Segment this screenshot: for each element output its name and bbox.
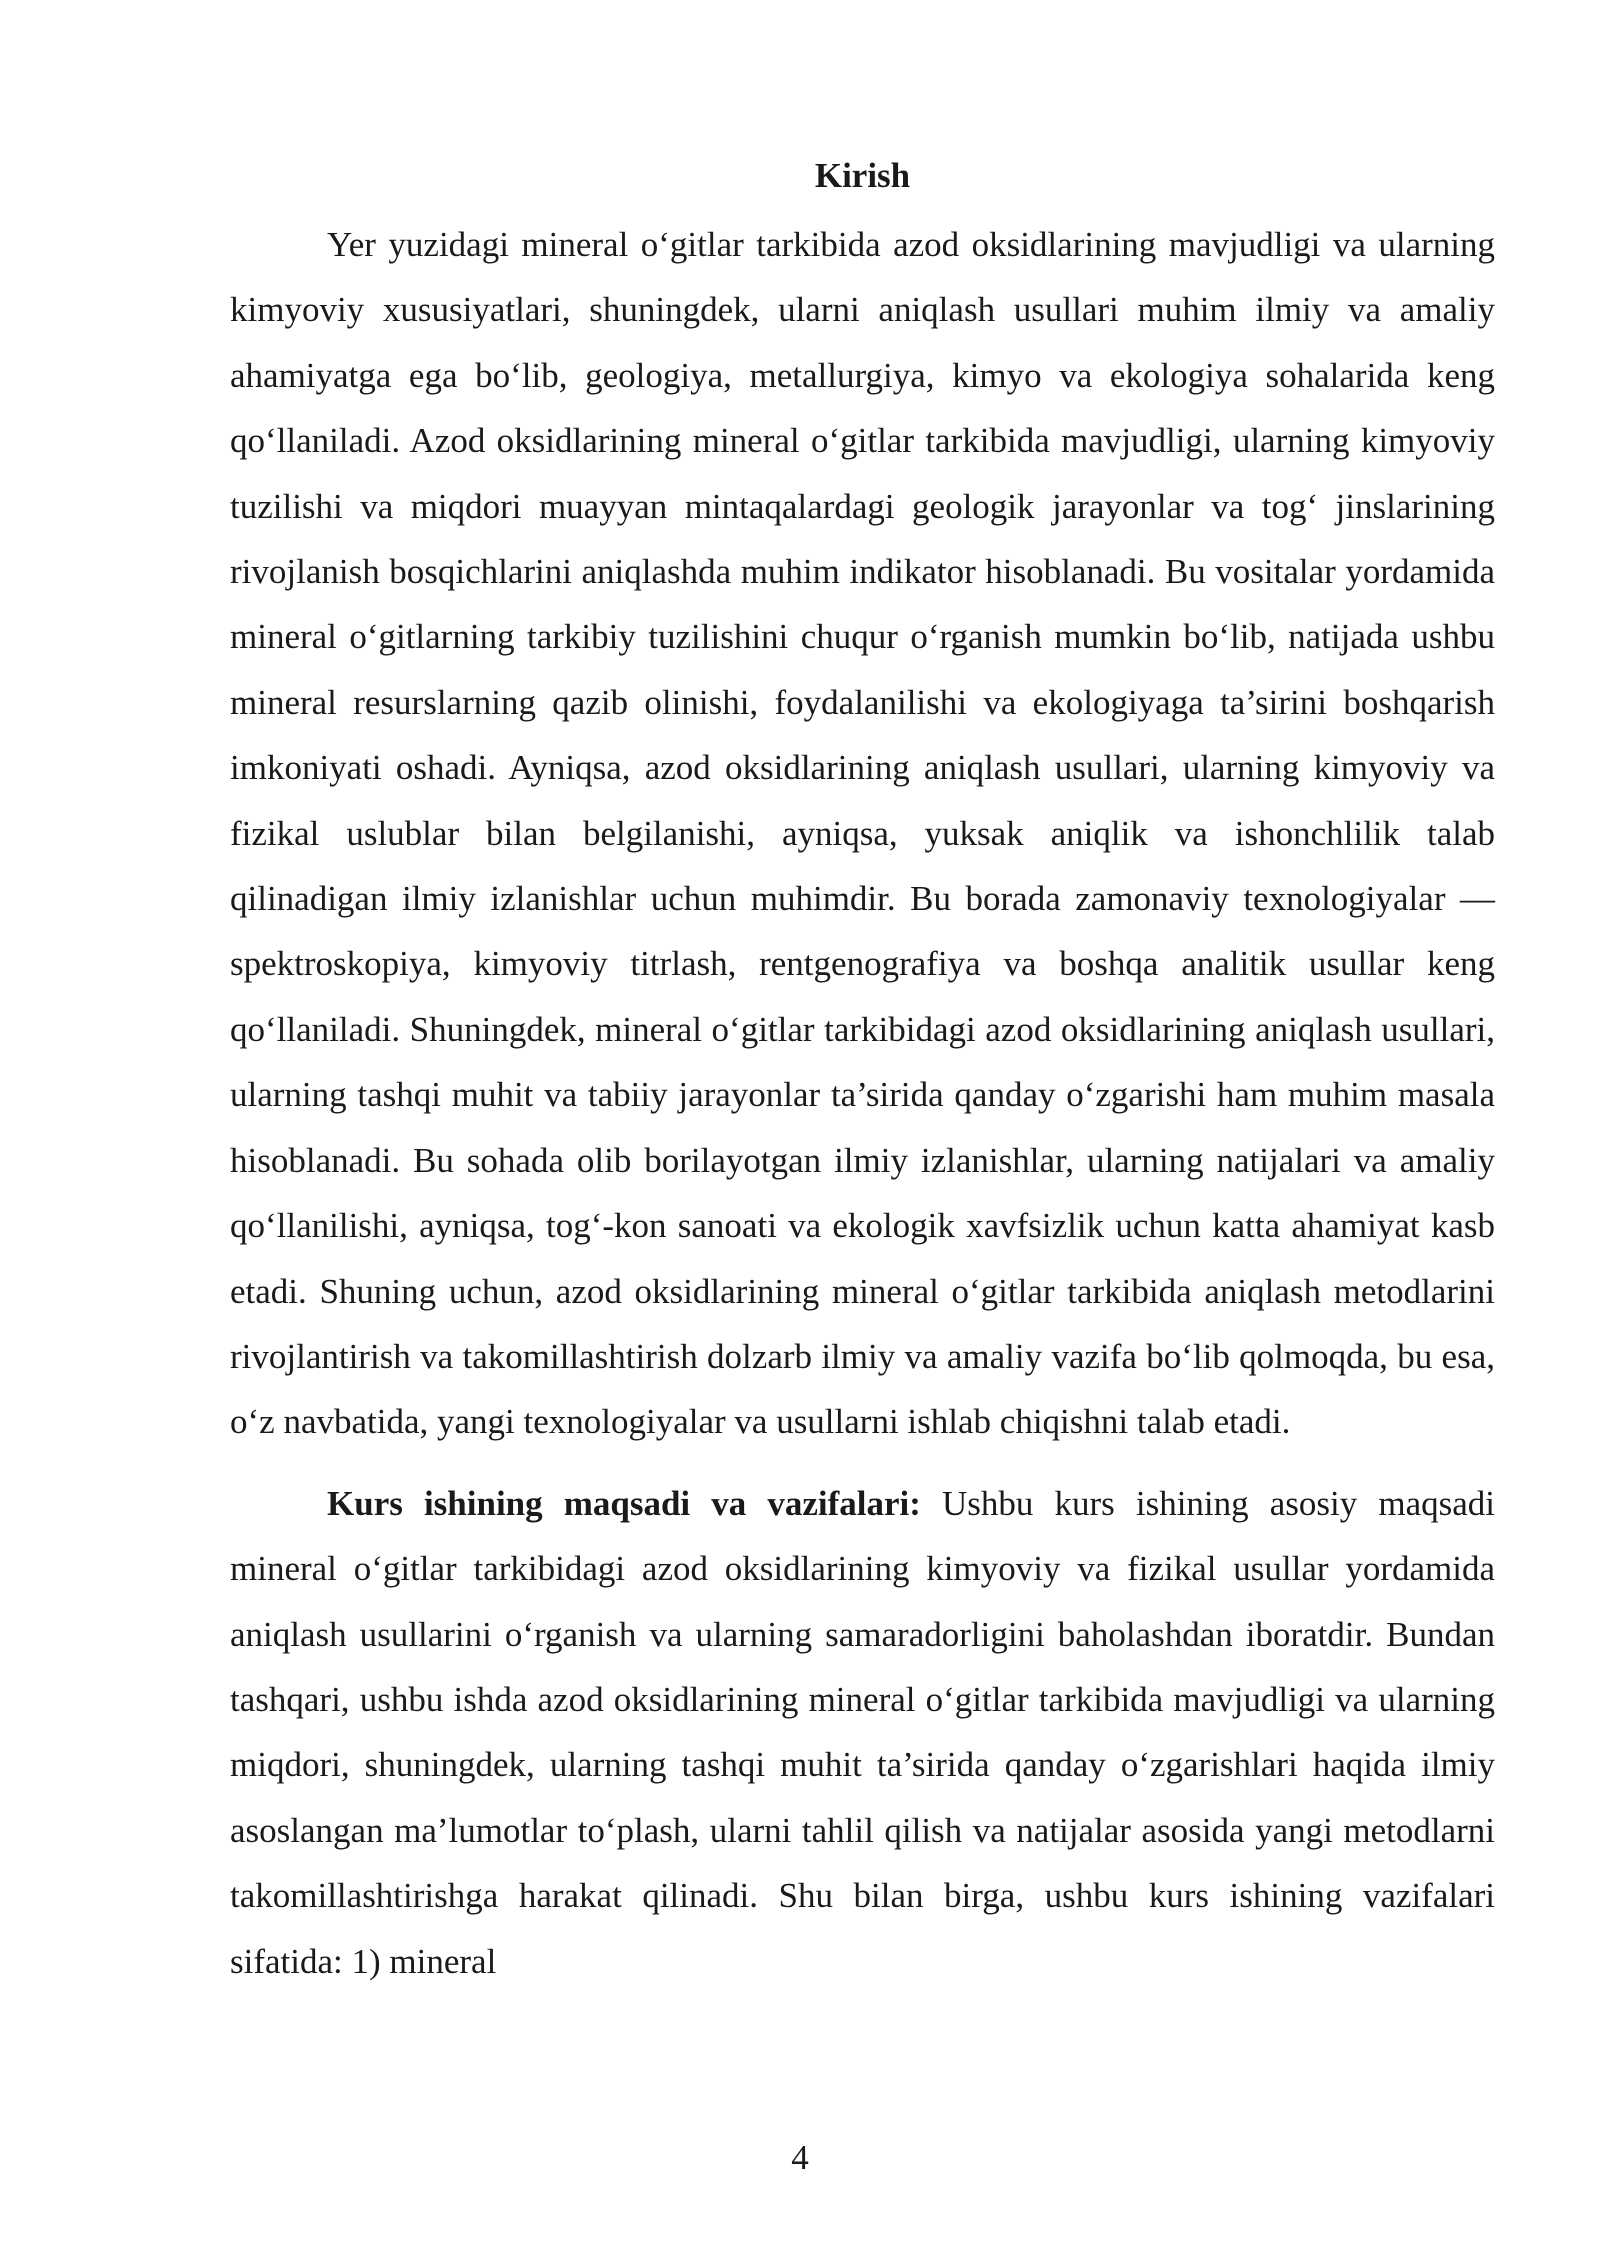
goals-lead-text: Kurs ishining maqsadi va vazifalari: xyxy=(327,1483,921,1523)
section-heading: Kirish xyxy=(814,156,911,195)
page-number: 4 xyxy=(791,2138,809,2177)
goals-body-text: Ushbu kurs ishining asosiy maqsadi mineral o‘gitlar tarkibidagi azod oksidlarining kimyoviy va fizikal usullar yordamida aniqlash usullarini o‘rganish va ularning samaradorligini baholashdan iboratdir. Bundan tashqari, ushbu ishda azod oksidlarining mineral o‘gitlar tarkibida mavjudligi va ularning miqdori, shuningdek, ularning tashqi muhit ta’sirida qanday o‘zgarishlari haqida ilmiy asoslangan ma’lumotlar to‘plash, ularni tahlil qilish va natijalar asosida yangi metodlarni takomillashtirishga harakat qilinadi. Shu bilan birga, ushbu kurs ishining vazifalari sifatida: 1) mineral xyxy=(230,1483,1495,1981)
page-content xyxy=(230,148,1495,1994)
introduction-paragraph: Yer yuzidagi mineral o‘gitlar tarkibida azod oksidlarining mavjudligi va ularning kimyoviy xususiyatlari, shuningdek, ularni aniqlash usullari muhim ilmiy va amaliy ahamiyatga ega bo‘lib, geologiya, metallurgiya, kimyo va ekologiya sohalarida keng qo‘llaniladi. Azod oksidlarining mineral o‘gitlar tarkibida mavjudligi, ularning kimyoviy tuzilishi va miqdori muayyan mintaqalardagi geologik jarayonlar va tog‘ jinslarining rivojlanish bosqichlarini aniqlashda muhim indikator hisoblanadi. Bu vositalar yordamida mineral o‘gitlarning tarkibiy tuzilishini chuqur o‘rganish mumkin bo‘lib, natijada ushbu mineral resurslarning qazib olinishi, foydalanilishi va ekologiyaga ta’sirini boshqarish imkoniyati oshadi. Ayniqsa, azod oksidlarining aniqlash usullari, ularning kimyoviy va fizikal uslublar bilan belgilanishi, ayniqsa, yuksak aniqlik va ishonchlilik talab qilinadigan ilmiy izlanishlar uchun muhimdir. Bu borada zamonaviy texnologiyalar — spektroskopiya, kimyoviy titrlash, rentgenografiya va boshqa analitik usullar keng qo‘llaniladi. Shuningdek, mineral o‘gitlar tarkibidagi azod oksidlarining aniqlash usullari, ularning tashqi muhit va tabiiy jarayonlar ta’sirida qanday o‘zgarishi ham muhim masala hisoblanadi. Bu sohada olib borilayotgan ilmiy izlanishlar, ularning natijalari va amaliy qo‘llanilishi, ayniqsa, tog‘-kon sanoati va ekologik xavfsizlik uchun katta ahamiyat kasb etadi. Shuning uchun, azod oksidlarining mineral o‘gitlar tarkibida aniqlash metodlarini rivojlantirish va takomillashtirish dolzarb ilmiy va amaliy vazifa bo‘lib qolmoqda, bu esa, o‘z navbatida, yangi texnologiyalar va usullarni ishlab chiqishni talab etadi. xyxy=(230,225,1495,1442)
goals-paragraph xyxy=(230,1471,1495,1994)
